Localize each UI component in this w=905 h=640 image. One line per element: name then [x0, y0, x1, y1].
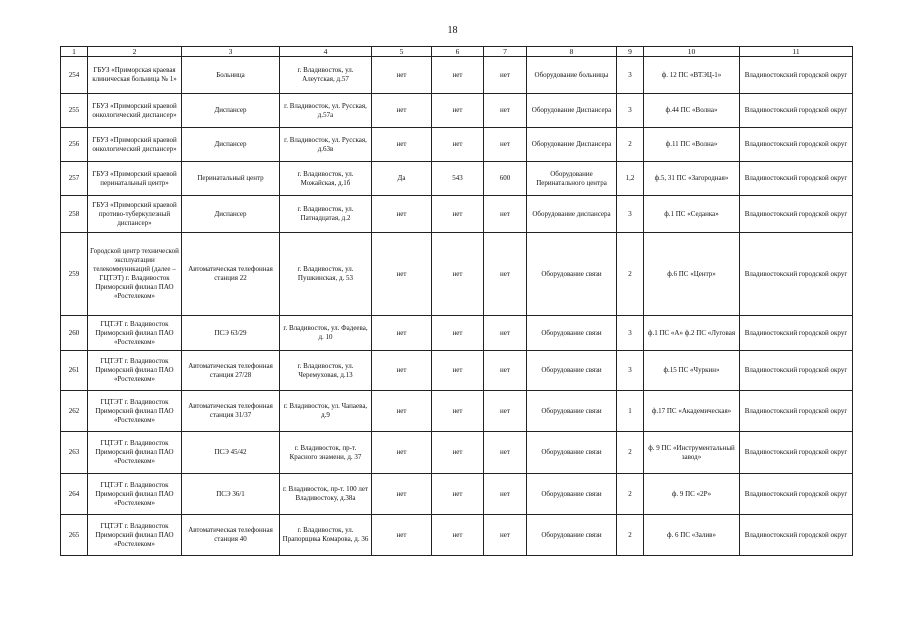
- table-cell: г. Владивосток, ул. Патнадцатая, д.2: [280, 196, 372, 233]
- table-cell: ф.15 ПС «Чуркин»: [644, 351, 740, 391]
- table-cell: нет: [484, 391, 527, 432]
- table-cell: Диспансер: [182, 196, 280, 233]
- table-cell: 256: [61, 128, 88, 162]
- column-header: 10: [644, 47, 740, 57]
- table-cell: 262: [61, 391, 88, 432]
- table-cell: нет: [432, 474, 484, 515]
- table-row: [61, 162, 853, 196]
- table-cell: нет: [432, 233, 484, 316]
- table-cell: 3: [617, 351, 644, 391]
- table-cell: Владивостокский городской округ: [740, 196, 853, 233]
- table-cell: 1,2: [617, 162, 644, 196]
- column-header: 5: [372, 47, 432, 57]
- table-cell: Автоматическая телефонная станция 22: [182, 233, 280, 316]
- table-row: [61, 94, 853, 128]
- table-cell: Владивостокский городской округ: [740, 474, 853, 515]
- table-cell: нет: [432, 432, 484, 474]
- table-cell: Владивостокский городской округ: [740, 94, 853, 128]
- table-cell: г. Владивосток, ул. Черемуховая, д.13: [280, 351, 372, 391]
- table-row: [61, 128, 853, 162]
- table-cell: ГЦТЭТ г. Владивосток Приморский филиал ПАО «Ростелеком»: [88, 432, 182, 474]
- table-cell: 3: [617, 94, 644, 128]
- table-cell: нет: [372, 94, 432, 128]
- table-cell: 260: [61, 316, 88, 351]
- table-cell: ф.44 ПС «Волна»: [644, 94, 740, 128]
- table-cell: ф.5, 31 ПС «Загородная»: [644, 162, 740, 196]
- table-cell: ПСЭ 36/1: [182, 474, 280, 515]
- table-cell: Владивостокский городской округ: [740, 162, 853, 196]
- table-cell: 3: [617, 57, 644, 94]
- column-header: 6: [432, 47, 484, 57]
- table-cell: г. Владивосток, ул. Пушкинская, д. 53: [280, 233, 372, 316]
- table-cell: ГБУЗ «Приморский краевой онкологический диспансер»: [88, 128, 182, 162]
- table-cell: нет: [484, 432, 527, 474]
- table-cell: г. Владивосток, ул. Можайская, д.1б: [280, 162, 372, 196]
- table-cell: 258: [61, 196, 88, 233]
- table-cell: Владивостокский городской округ: [740, 432, 853, 474]
- table-cell: нет: [372, 515, 432, 556]
- table-cell: Владивостокский городской округ: [740, 515, 853, 556]
- table-cell: Владивостокский городской округ: [740, 233, 853, 316]
- table-cell: Диспансер: [182, 94, 280, 128]
- table-cell: Владивостокский городской округ: [740, 128, 853, 162]
- table-cell: ПСЭ 63/29: [182, 316, 280, 351]
- table-cell: нет: [372, 233, 432, 316]
- header-row: [61, 47, 853, 57]
- table-cell: нет: [372, 128, 432, 162]
- table-cell: нет: [484, 474, 527, 515]
- table-cell: нет: [432, 196, 484, 233]
- column-header: 7: [484, 47, 527, 57]
- table-cell: 254: [61, 57, 88, 94]
- table-cell: Оборудование больницы: [527, 57, 617, 94]
- table-cell: 2: [617, 515, 644, 556]
- table-cell: нет: [372, 474, 432, 515]
- table-cell: ф.6 ПС «Центр»: [644, 233, 740, 316]
- table-cell: нет: [372, 196, 432, 233]
- table-cell: ф. 9 ПС «2Р»: [644, 474, 740, 515]
- table-cell: Оборудование диспансера: [527, 196, 617, 233]
- table-cell: ф.1 ПС «Седанка»: [644, 196, 740, 233]
- table-cell: ГЦТЭТ г. Владивосток Приморский филиал ПАО «Ростелеком»: [88, 515, 182, 556]
- column-header: 2: [88, 47, 182, 57]
- table-cell: 600: [484, 162, 527, 196]
- table-cell: нет: [432, 57, 484, 94]
- table-cell: нет: [432, 515, 484, 556]
- table-cell: 2: [617, 233, 644, 316]
- table-cell: Автоматическая телефонная станция 40: [182, 515, 280, 556]
- table-cell: нет: [432, 391, 484, 432]
- table-cell: нет: [484, 57, 527, 94]
- table-cell: Диспансер: [182, 128, 280, 162]
- table-row: [61, 233, 853, 316]
- table-cell: нет: [484, 128, 527, 162]
- table-cell: Оборудование связи: [527, 515, 617, 556]
- table-cell: ПСЭ 45/42: [182, 432, 280, 474]
- data-table: [60, 46, 853, 556]
- table-cell: Оборудование связи: [527, 391, 617, 432]
- table-cell: нет: [432, 316, 484, 351]
- table-cell: нет: [484, 351, 527, 391]
- table-cell: г. Владивосток, ул. Фадеева, д. 10: [280, 316, 372, 351]
- table-cell: 2: [617, 128, 644, 162]
- table-row: [61, 515, 853, 556]
- table-cell: ГЦТЭТ г. Владивосток Приморский филиал ПАО «Ростелеком»: [88, 391, 182, 432]
- table-cell: ф. 12 ПС «ВТЭЦ-1»: [644, 57, 740, 94]
- table-cell: 257: [61, 162, 88, 196]
- table-cell: нет: [484, 515, 527, 556]
- column-header: 11: [740, 47, 853, 57]
- table-cell: 543: [432, 162, 484, 196]
- table-cell: нет: [372, 316, 432, 351]
- table-cell: г. Владивосток, пр-т. Красного знамени, д. 37: [280, 432, 372, 474]
- table-row: [61, 57, 853, 94]
- table-cell: 264: [61, 474, 88, 515]
- table-cell: нет: [372, 351, 432, 391]
- table-cell: Автоматическая телефонная станция 31/37: [182, 391, 280, 432]
- table-cell: 261: [61, 351, 88, 391]
- table-cell: 3: [617, 196, 644, 233]
- table-cell: 3: [617, 316, 644, 351]
- table-cell: ГЦТЭТ г. Владивосток Приморский филиал ПАО «Ростелеком»: [88, 316, 182, 351]
- table-cell: Оборудование связи: [527, 432, 617, 474]
- column-header: 8: [527, 47, 617, 57]
- table-cell: ф.17 ПС «Академическая»: [644, 391, 740, 432]
- table-cell: Городской центр технической эксплуатации телекоммуникаций (далее – ГЦТЭТ) г. Владивосток Приморский филиал ПАО «Ростелеком»: [88, 233, 182, 316]
- table-cell: Оборудование Диспансера: [527, 128, 617, 162]
- table-cell: Оборудование связи: [527, 351, 617, 391]
- table-cell: г. Владивосток, ул. Чапаева, д.9: [280, 391, 372, 432]
- table-cell: нет: [432, 94, 484, 128]
- page-number: 18: [447, 25, 458, 36]
- table-cell: нет: [432, 351, 484, 391]
- table-cell: Больница: [182, 57, 280, 94]
- table-cell: г. Владивосток, ул. Прапорщика Комарова, д. 36: [280, 515, 372, 556]
- table-cell: 2: [617, 474, 644, 515]
- column-header: 9: [617, 47, 644, 57]
- table-cell: г. Владивосток, ул. Русская, д.63в: [280, 128, 372, 162]
- table-cell: г. Владивосток, ул. Русская, д.57а: [280, 94, 372, 128]
- table-cell: ГЦТЭТ г. Владивосток Приморский филиал ПАО «Ростелеком»: [88, 351, 182, 391]
- table-row: [61, 474, 853, 515]
- table-cell: ф. 9 ПС «Инструментальный завод»: [644, 432, 740, 474]
- table-cell: Автоматическая телефонная станция 27/28: [182, 351, 280, 391]
- table-cell: нет: [484, 94, 527, 128]
- table-cell: нет: [484, 196, 527, 233]
- table-cell: ГБУЗ «Приморский краевой перинатальный центр»: [88, 162, 182, 196]
- table-cell: 1: [617, 391, 644, 432]
- table-cell: Оборудование связи: [527, 474, 617, 515]
- table-cell: 265: [61, 515, 88, 556]
- table-cell: нет: [372, 57, 432, 94]
- table-cell: ГЦТЭТ г. Владивосток Приморский филиал ПАО «Ростелеком»: [88, 474, 182, 515]
- table-cell: ГБУЗ «Приморская краевая клиническая больница № 1»: [88, 57, 182, 94]
- column-header: 4: [280, 47, 372, 57]
- table-row: [61, 391, 853, 432]
- table-cell: Владивостокский городской округ: [740, 57, 853, 94]
- table-row: [61, 351, 853, 391]
- table-cell: ГБУЗ «Приморский краевой противо-туберкулезный диспансер»: [88, 196, 182, 233]
- table-cell: 263: [61, 432, 88, 474]
- table-cell: Оборудование связи: [527, 233, 617, 316]
- table-cell: г. Владивосток, ул. Алеутская, д.57: [280, 57, 372, 94]
- table-cell: ф.11 ПС «Волна»: [644, 128, 740, 162]
- column-header: 3: [182, 47, 280, 57]
- table-cell: ф. 6 ПС «Залив»: [644, 515, 740, 556]
- table-cell: Владивостокский городской округ: [740, 351, 853, 391]
- table-cell: 255: [61, 94, 88, 128]
- table-row: [61, 316, 853, 351]
- table-cell: Да: [372, 162, 432, 196]
- table-cell: Перинатальный центр: [182, 162, 280, 196]
- table-cell: ГБУЗ «Приморский краевой онкологический диспансер»: [88, 94, 182, 128]
- table-cell: нет: [432, 128, 484, 162]
- table-cell: нет: [372, 432, 432, 474]
- table-cell: 259: [61, 233, 88, 316]
- table-row: [61, 432, 853, 474]
- column-header: 1: [61, 47, 88, 57]
- table-row: [61, 196, 853, 233]
- table-cell: г. Владивосток, пр-т. 100 лет Владивостоку, д.38а: [280, 474, 372, 515]
- table-cell: нет: [484, 233, 527, 316]
- table-cell: 2: [617, 432, 644, 474]
- table-cell: Оборудование Перинатального центра: [527, 162, 617, 196]
- table-cell: нет: [484, 316, 527, 351]
- table-cell: Владивостокский городской округ: [740, 316, 853, 351]
- table-cell: нет: [372, 391, 432, 432]
- table-cell: Оборудование Диспансера: [527, 94, 617, 128]
- table-cell: Оборудование связи: [527, 316, 617, 351]
- table-cell: ф.1 ПС «А» ф.2 ПС «Луговая: [644, 316, 740, 351]
- table-cell: Владивостокский городской округ: [740, 391, 853, 432]
